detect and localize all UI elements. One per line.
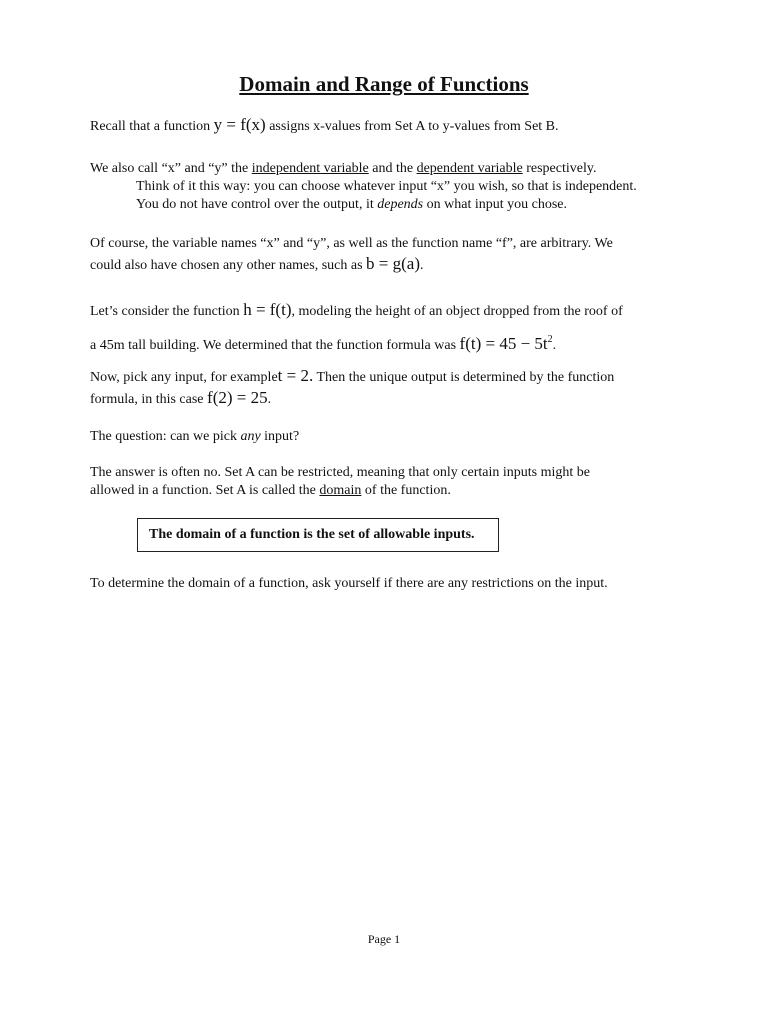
text: on what input you chose.	[426, 197, 567, 212]
term-independent-variable: independent variable	[251, 161, 369, 176]
text: Recall that a function	[90, 119, 211, 134]
text: The answer is often no. Set A can be restricted, meaning that only certain inputs might be	[90, 465, 590, 480]
paragraph-arbitrary-names	[90, 234, 690, 276]
math-h-equals-f-t: h = f(t)	[243, 300, 292, 319]
math-y-equals-f-x: y = f(x)	[213, 115, 266, 134]
text: Then the unique output is determined by the function	[316, 370, 615, 385]
text: Let’s consider the function	[90, 304, 240, 319]
text: .	[552, 338, 557, 353]
text: formula, in this case	[90, 392, 204, 407]
text: Of course, the variable names “x” and “y”, as well as the function name “f”, are arbitrary. We	[90, 236, 613, 251]
exponent: 2	[547, 334, 553, 345]
definition-box: The domain of a function is the set of allowable inputs.	[137, 518, 499, 552]
paragraph-variables	[90, 160, 690, 214]
math-b-equals-g-a: b = g(a)	[366, 254, 420, 273]
indented-line: Think of it this way: you can choose whatever input “x” you wish, so that is independent.	[136, 179, 637, 194]
paragraph-recall	[90, 116, 690, 136]
math-t-equals-2: t = 2.	[277, 366, 314, 385]
page-number: Page 1	[367, 932, 401, 946]
math-f-2-equals-25: f(2) = 25	[207, 388, 268, 407]
text: Now, pick any input, for example	[90, 370, 278, 385]
text: We also call “x” and “y” the	[90, 161, 249, 176]
term-domain: domain	[319, 483, 362, 498]
paragraph-determine-domain: To determine the domain of a function, ask yourself if there are any restrictions on the input.	[90, 576, 608, 591]
text: a 45m tall building. We determined that the function formula was	[90, 338, 457, 353]
term-dependent-variable: dependent variable	[416, 161, 523, 176]
text: could also have chosen any other names, such as	[90, 258, 363, 273]
formula-text: f(t) = 45 − 5t	[459, 334, 548, 353]
text: assigns x-values from Set A to y-values from Set B.	[269, 119, 559, 134]
paragraph-height-function	[90, 296, 690, 360]
math-formula	[460, 334, 553, 353]
text: , modeling the height of an object dropped from the roof of	[291, 304, 623, 319]
paragraph-question	[90, 428, 690, 446]
indented-line	[90, 196, 690, 214]
text: .	[420, 258, 424, 273]
paragraph-answer	[90, 464, 690, 500]
text: allowed in a function. Set A is called the	[90, 483, 316, 498]
emphasis-depends: depends	[377, 197, 424, 212]
text: and the	[372, 161, 414, 176]
page-title: Domain and Range of Functions	[239, 72, 529, 96]
paragraph-pick-input	[90, 366, 690, 410]
text: input?	[264, 429, 300, 444]
text: of the function.	[364, 483, 451, 498]
text: The question: can we pick	[90, 429, 237, 444]
text: .	[267, 392, 272, 407]
text: You do not have control over the output, it	[136, 197, 374, 212]
emphasis-any: any	[240, 429, 261, 444]
text: respectively.	[526, 161, 597, 176]
